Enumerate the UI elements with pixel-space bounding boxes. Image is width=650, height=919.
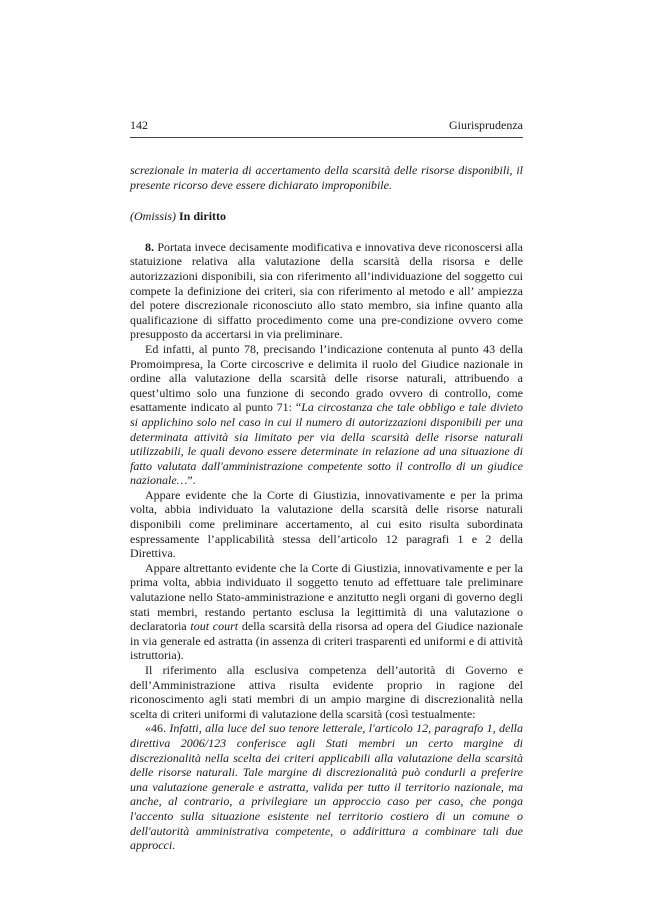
- paragraph-8: [130, 240, 523, 342]
- paragraph-12: Il riferimento alla esclusiva competenza dell’autorità di Governo e dell’Amministrazione attiva risulta evidente proprio in ragione del riconoscimento agli stati membri di un ampio margine di discrezionalità nella scelta di criteri uniformi di valutazione della scarsità (così testualmente:: [130, 663, 523, 721]
- paragraph-13-quote: Infatti, alla luce del suo tenore letterale, l'articolo 12, paragrafo 1, della direttiva 2006/123 conferisce agli Stati membri un certo margine di discrezionalità nella scelta dei criteri applicabili alla valutazione della scarsità delle risorse naturali. Tale margine di discrezionalità può condurli a preferire una valutazione generale e astratta, valida per tutto il territorio nazionale, ma anche, al contrario, a privilegiare un approccio caso per caso, che ponga l'accento sulla situazione esistente nel territorio costiero di un comune o dell'autorità amministrativa competente, o addirittura a combinare tali due approcci.: [130, 721, 524, 853]
- paragraph-11-italic: tout court: [190, 619, 239, 634]
- paragraph-13-open: «46.: [145, 721, 170, 736]
- section-title: In diritto: [179, 209, 227, 224]
- paragraph-8-text: Portata invece decisamente modificativa e innovativa deve riconoscersi alla statuizione relativa alla valutazione della scarsità della risorsa e delle autorizzazioni disponibili, sia con riferimento all’individuazione del soggetto cui compete la definizione dei criteri, sia con riferimento al metodo e all’ ampiezza del potere discrezionale riconosciuto allo stato membro, sia infine quanto alla qualificazione di siffatto procedimento come una pre-condizione ovvero come presupposto da accertarsi in via preliminare.: [130, 239, 523, 342]
- intro-paragraph: screzionale in materia di accertamento della scarsità delle risorse disponibili, il presente ricorso deve essere dichiarato improponibile.: [130, 163, 523, 192]
- section-heading: [130, 209, 523, 224]
- running-title: Giurisprudenza: [449, 118, 523, 132]
- header-rule: [130, 137, 523, 138]
- paragraph-10: Appare evidente che la Corte di Giustizia, innovativamente e per la prima volta, abbia individuato la valutazione della scarsità delle risorse naturali disponibili come preliminare accertamento, al cui esito risulta subordinata espressamente l’applicabilità stessa dell’articolo 12 paragrafi 1 e 2 della Direttiva.: [130, 487, 523, 561]
- paragraph-11: [130, 561, 523, 663]
- page-number: 142: [130, 118, 148, 132]
- paragraph-9: [130, 342, 523, 488]
- paragraph-9-text: Ed infatti, al punto 78, precisando l’indicazione contenuta al punto 43 della Promoimpresa, la Corte circoscrive e delimita il ruolo del Giudice nazionale in ordine alla valutazione della scarsità delle risorse naturali, attribuendo a quest’ultimo solo una funzione di secondo grado ovvero di controllo, come esattamente indicato al punto 71: “: [130, 341, 523, 415]
- paragraph-9-quote: La circostanza che tale obbligo e tale divieto si applichino solo nel caso in cui il numero di autorizzazioni disponibili per una determinata attività sia limitato per via della scarsità delle risorse naturali utilizzabili, le quali devono essere determinate in relazione ad una situazione di fatto valutata dall'amministrazione competente sotto il controllo di un giudice nazionale…: [130, 400, 523, 488]
- document-body: [130, 163, 523, 853]
- paragraph-11-text-a: Appare altrettanto evidente che la Corte di Giustizia, innovativamente e per la prima volta, abbia individuato il soggetto tenuto ad effettuare tale preliminare valutazione nello Stato-amministrazione e anzitutto negli organi di governo degli stati membri, restando pertanto esclusa la legittimità di una valutazione o declaratoria: [130, 560, 523, 634]
- paragraph-9-close: ”.: [187, 473, 196, 488]
- omissis-label: (Omissis): [130, 209, 177, 224]
- paragraph-number: 8.: [145, 239, 154, 254]
- running-header: [130, 118, 523, 136]
- paragraph-11-text-b: della scarsità della risorsa ad opera del Giudice nazionale in via generale ed astratta (in assenza di criteri trasparenti ed uniformi e di attività istruttoria).: [130, 619, 524, 663]
- paragraph-13: [130, 721, 523, 852]
